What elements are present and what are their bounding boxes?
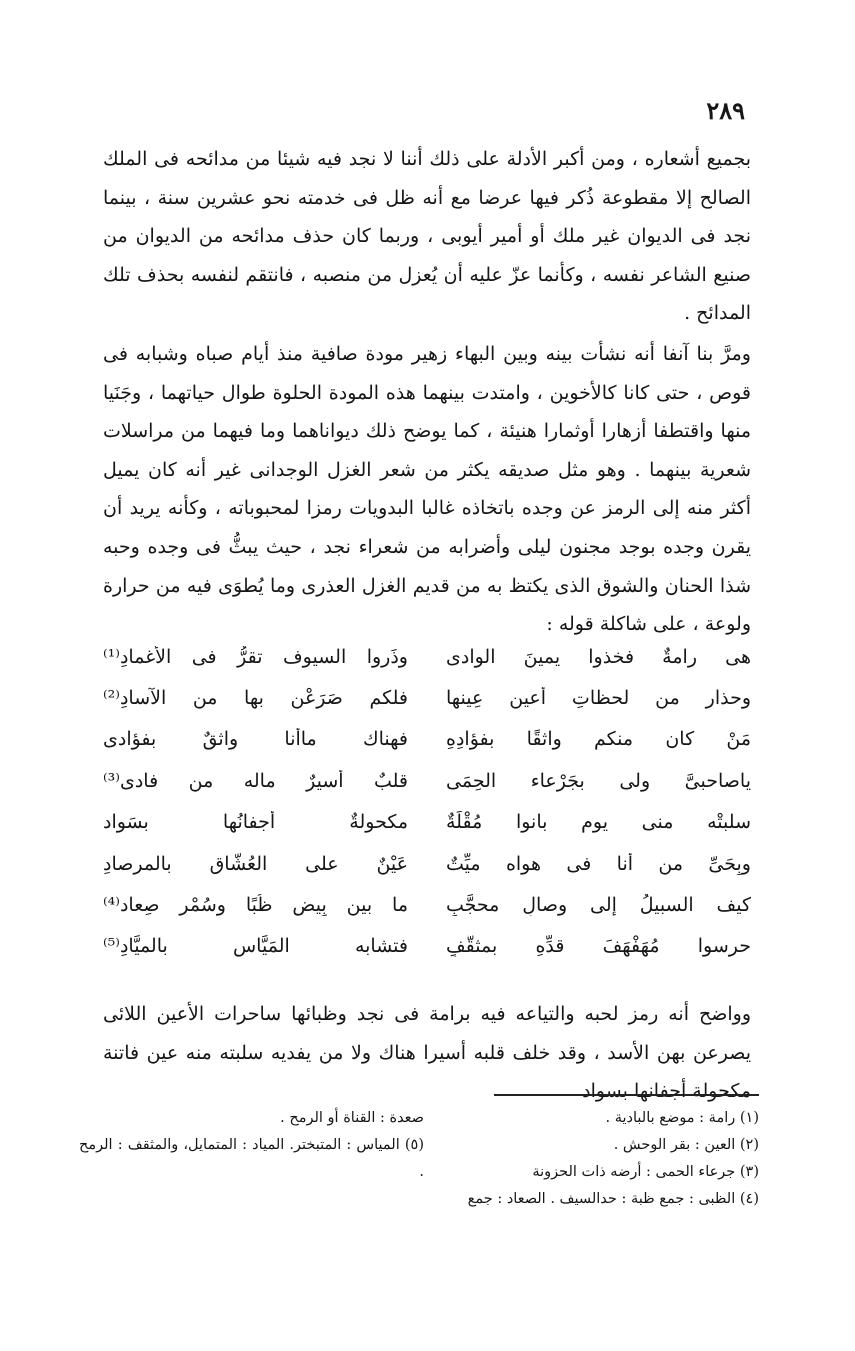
footnotes-left-column [79,1105,424,1186]
footnote-3: (٣) جرعاء الحمى : أرضه ذات الحزونة [532,1164,759,1180]
poem-verse [103,719,751,760]
first-hemistich: كيف السبيلُ إلى وصالِ محجَّبٍ [446,894,751,917]
second-hemistich: وذَروا السيوف تقرُّ فى الأغمادِ⁽¹⁾ [103,645,408,668]
second-hemistich: فتشابه المَيَّاس بالميَّادِ⁽⁵⁾ [103,935,408,958]
footnote-1: (١) رامة : موضع بالبادية . [605,1110,759,1126]
poem-verse [103,843,751,884]
poem-verse [103,677,751,718]
poem-verse [103,884,751,925]
paragraph-2: ومرَّ بنا آنفا أنه نشأت بينه وبين البهاء زهير مودة صافية منذ أيام صباه وشبابه فى قوص ، حتى كانا كالأخوين ، وامتدت بينهما هذه المودة الحلوة طوال حياتهما ، وجَنَيا منها واقتطفا أزهارا أوثمارا هنيئة ، كما يوضح ذلك ديواناهما وما فيهما من مراسلات شعرية بينهما . وهو مثل صديقه يكثر من شعر الغزل الوجدانى غير أنه كان يميل أكثر منه إلى الرمز عن وجده باتخاذه غالبا البدويات رمزا لمحبوباته ، وكأنه يريد أن يقرن وجده بوجد مجنون ليلى وأضرابه من شعراء نجد ، حيث يبثُّ فى وجده وحبه شذا الحنان والشوق الذى يكتظ به من قديم الغزل العذرى وما يُطوَى فيه من حرارة ولوعة ، على شاكلة قوله : [103,343,751,636]
footnote-4: (٤) الظبى : جمع ظبة : حدالسيف . الصعاد : جمع [467,1191,759,1207]
footnote-separator [494,1094,759,1096]
footnote-4-continued: صعدة : القناة أو الرمح . [280,1110,424,1126]
footnote-2: (٢) العين : بقر الوحش . [613,1137,759,1153]
poem-verse [103,802,751,843]
first-hemistich: وحذارِ من لحظاتِ أعينِ عِينها [446,687,751,710]
footnote-5: (٥) المياس : المتبختر. المياد : المتمايل، والمثقف : الرمح . [79,1137,424,1180]
poem-verse [103,636,751,677]
first-hemistich: سلبتْه منى يوم بانوا مُقْلَةٌ [446,811,751,834]
second-hemistich: ما بين بِيض ظُبًا وسُمْر صِعاد⁽⁴⁾ [103,894,408,917]
paragraph-3: وواضح أنه رمز لحبه والتياعه فيه برامة فى نجد وظبائها ساحرات الأعين اللائى يصرعن بهن الأسد ، وقد خلف قلبه أسيرا هناك ولا من يفديه سلبته منه عين فاتنة مكحولة أجفانها بسواد [103,1003,751,1103]
second-hemistich: مكحولةٌ أجفانُها بسَواد [103,811,408,834]
second-hemistich: قلبٌ أسيرٌ ماله من فادى⁽³⁾ [103,769,408,792]
second-hemistich: عَيْنٌ على العُشّاق بالمرصادِ [103,852,408,875]
first-hemistich: وبِحَىِّ من أنا فى هواه ميِّتٌ [446,852,751,875]
first-hemistich: حرسوا مُهَفْهَفَ قدِّهِ بمثقَّفٍ [446,935,751,958]
page-number: ٢٨٩ [706,96,745,125]
footnotes-right-column [459,1105,759,1213]
first-hemistich: هى رامةٌ فخذوا يمينَ الوادى [446,645,751,668]
second-hemistich: فلكم صَرَعْن بها من الآسادِ⁽²⁾ [103,687,408,710]
second-hemistich: فهناك ماأنا واثقٌ بفؤادى [103,728,408,751]
paragraph-1: بجميع أشعاره ، ومن أكبر الأدلة على ذلك أننا لا نجد فيه شيئا من مدائحه فى الملك الصالح إلا مقطوعة ذُكر فيها عرضا مع أنه ظل فى خدمته نحو عشرين سنة ، بينما نجد فى الديوان غير ملك أو أمير أيوبى ، وربما كان حذف مدائحه من الديوان من صنيع الشاعر نفسه ، وكأنما عزّ عليه أن يُعزل من منصبه ، فانتقم لنفسه بحذف تلك المدائح . [103,148,751,325]
poem [103,636,751,967]
first-hemistich: ياصاحبىَّ ولى بجَرْعاء الحِمَى [446,769,751,792]
poem-verse [103,926,751,967]
poem-verse [103,760,751,801]
first-hemistich: مَنْ كان منكم واثقًا بفؤادِهِ [446,728,751,751]
